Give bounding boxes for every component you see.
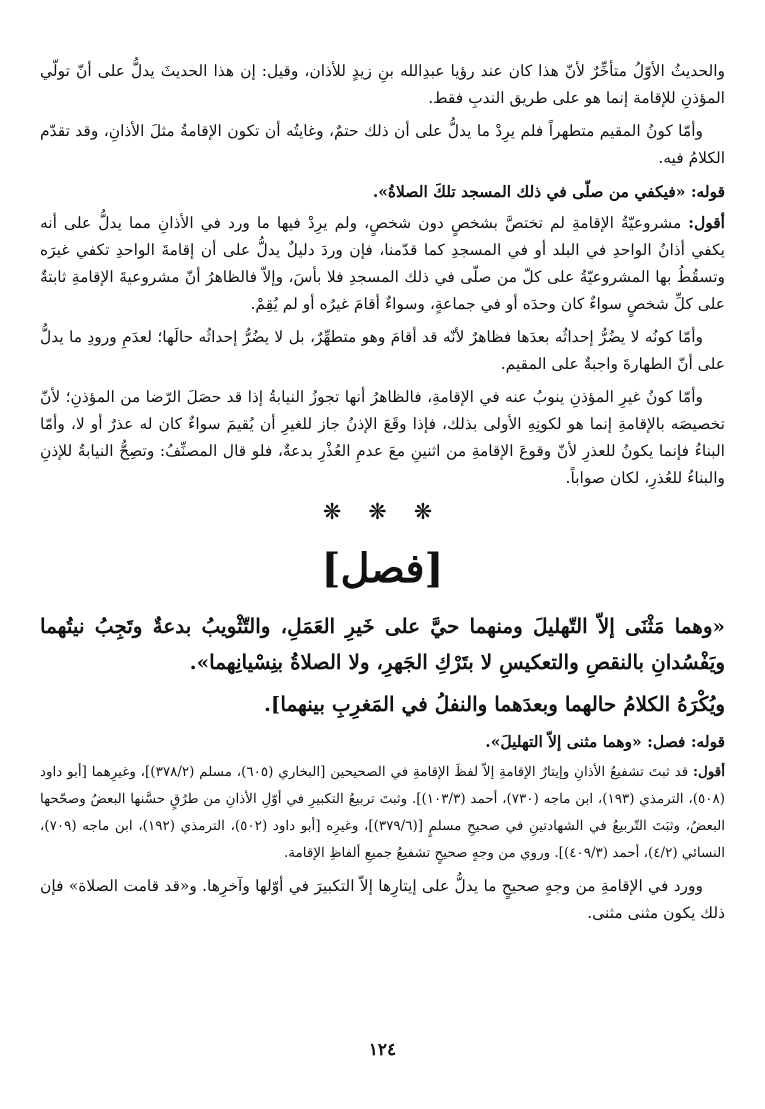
answer-label: أقول: [693, 764, 725, 780]
paragraph-iqama-witr: وورد في الإقامةِ من وجهٍ صحيحٍ ما يدلُّ على إيتارِها إلاّ التكبيرَ في أوّلها وآخرِها. و«قد قامت الصلاة» فإن ذلك يكون مثنى مثنى. [40, 877, 725, 922]
paragraph-hadith-order: والحديثُ الأوّلُ متأخِّرٌ لأنّ هذا كان عند رؤيا عبدِالله بنِ زيدٍ للأذان، وقيل: إن هذا الحديثَ يدلُّ على أنّ تولّي المؤذنِ للإقامة إنما هو على طريق الندبِ فقط. [40, 62, 725, 107]
matn-text-2: ويُكْرَهُ الكلامُ حالهما وبعدَهما والنفلُ في المَغرِبِ بينهما]. [263, 692, 725, 716]
paragraph-hadath: وأمّا كونُه لا يضُرُّ إحداثُه بعدَها فظاهرٌ لأنّه قد أقامَ وهو متطهِّرٌ، بل لا يضُرُّ إحداثُه حالَها؛ لعدَمِ ورودِ ما يدلُّ على أنّ الطهارةَ واجبةٌ على المقيم. [40, 328, 725, 373]
quote-heading-2: قوله: فصل: «وهما مثنى إلاّ التهليلَ». [485, 732, 725, 751]
quote-heading-1: قوله: «فيكفي من صلّى في ذلك المسجد تلكَ الصلاةُ». [372, 182, 725, 201]
page-number: ١٢٤ [368, 1040, 397, 1060]
answer-label: أقول: [688, 213, 725, 232]
paragraph-muqim-purity: وأمّا كونُ المقيم متطهراً فلم يرِدْ ما يدلُّ على أن ذلك حتمٌ، وغايتُه أن تكون الإقامةُ مثلَ الأذانِ، وقد تقدّم الكلامُ فيه. [40, 122, 725, 167]
fasl-section-title: [فصل] [321, 545, 444, 592]
matn-text-1: «وهما مَثْنَى إلاّ التّهليلَ ومنهما حيَّ على خَيرِ العَمَلِ، والتّثْويبُ بدعةٌ وتَجِبُ نيتُهما ويَفْسُدانِ بالنقصِ والتعكيسِ لا بتَرْكِ الجَهرِ، ولا الصلاةُ بنِسْيانِهما». [40, 614, 725, 674]
answer-paragraph-1 [40, 209, 725, 318]
answer-text: مشروعيّةُ الإقامةِ لم تختصَّ بشخصٍ دون شخصٍ، ولم يرِدْ فيها ما ورد في الأذانِ مما يدلُّ على أنه يكفي أذانُ الواحدِ في البلد أو في المسجدِ كما قدّمنا، فإن وردَ دليلٌ يدلُّ على أن إقامةَ الواحدِ تكفي غيرَه وتسقُطُ بها المشروعيّةُ على كلّ من صلّى في ذلك المسجدِ فلا بأسَ، وإلاّ فالظاهرُ أنّ مشروعيةَ الإقامةِ ثابتةٌ على كلِّ شخصٍ سواءٌ كان وحدَه أو في جماعةٍ، وسواءٌ أقامَ غيرُه أو لم يُقِمْ. [40, 214, 725, 313]
answer-paragraph-2 [40, 759, 725, 867]
answer-text: قد ثبتَ تشفيعُ الأذانِ وإيتارُ الإقامةِ إلاّ لفظَ الإقامةِ في الصحيحين [البخاري (٦٠٥)، مسلم (٣٧٨/٢)]، وغيرِهما [أبو داود (٥٠٨)، الترمذي (١٩٣)، ابن ماجه (٧٣٠)، أحمد (١٠٣/٣)]. وثبتَ تربيعُ التكبيرِ في أوّلِ الأذانِ من طرُقٍ حسَّنها البعضُ وصحّحها البعضُ، وثبَتَ التّربيعُ في الشهادتينِ في صحيحِ مسلمٍ [(٣٧٩/٦)]، وغيرِه [أبو داود (٥٠٢)، الترمذي (١٩٢)، ابن ماجه (٧٠٩)، النسائي (٤/٢)، أحمد (٤٠٩/٣)]. وروي من وجهٍ صحيحٍ تشفيعُ جميعِ ألفاظِ الإقامة. [40, 764, 726, 861]
section-divider-stars: ❋ ❋ ❋ [322, 500, 443, 525]
paragraph-niyaba: وأمّا كونُ غيرِ المؤذنِ ينوبُ عنه في الإقامةِ، فالظاهرُ أنها تجوزُ النيابةُ إذا قد حصَلَ الرّضا من المؤذنِ؛ لأنّ تخصيصَه بالإقامةِ إنما هو لكونِهِ الأولى بذلك، فإذا وقَعَ الإذنُ جاز للغيرِ أن يُقيمَ سواءٌ كان له عذرٌ أو لا، وأمّا البناءُ فإنما يكونُ للعذرِ لأنّ وقوعَ الإقامةِ من اثنينِ معَ عدمِ العُذْرِ بدعةٌ، فلو قال المصنِّفُ: وتصِحُّ النيابةُ للإذنِ والبناءُ للعُذرِ، لكان صواباً. [40, 388, 725, 487]
page-body [40, 58, 725, 933]
